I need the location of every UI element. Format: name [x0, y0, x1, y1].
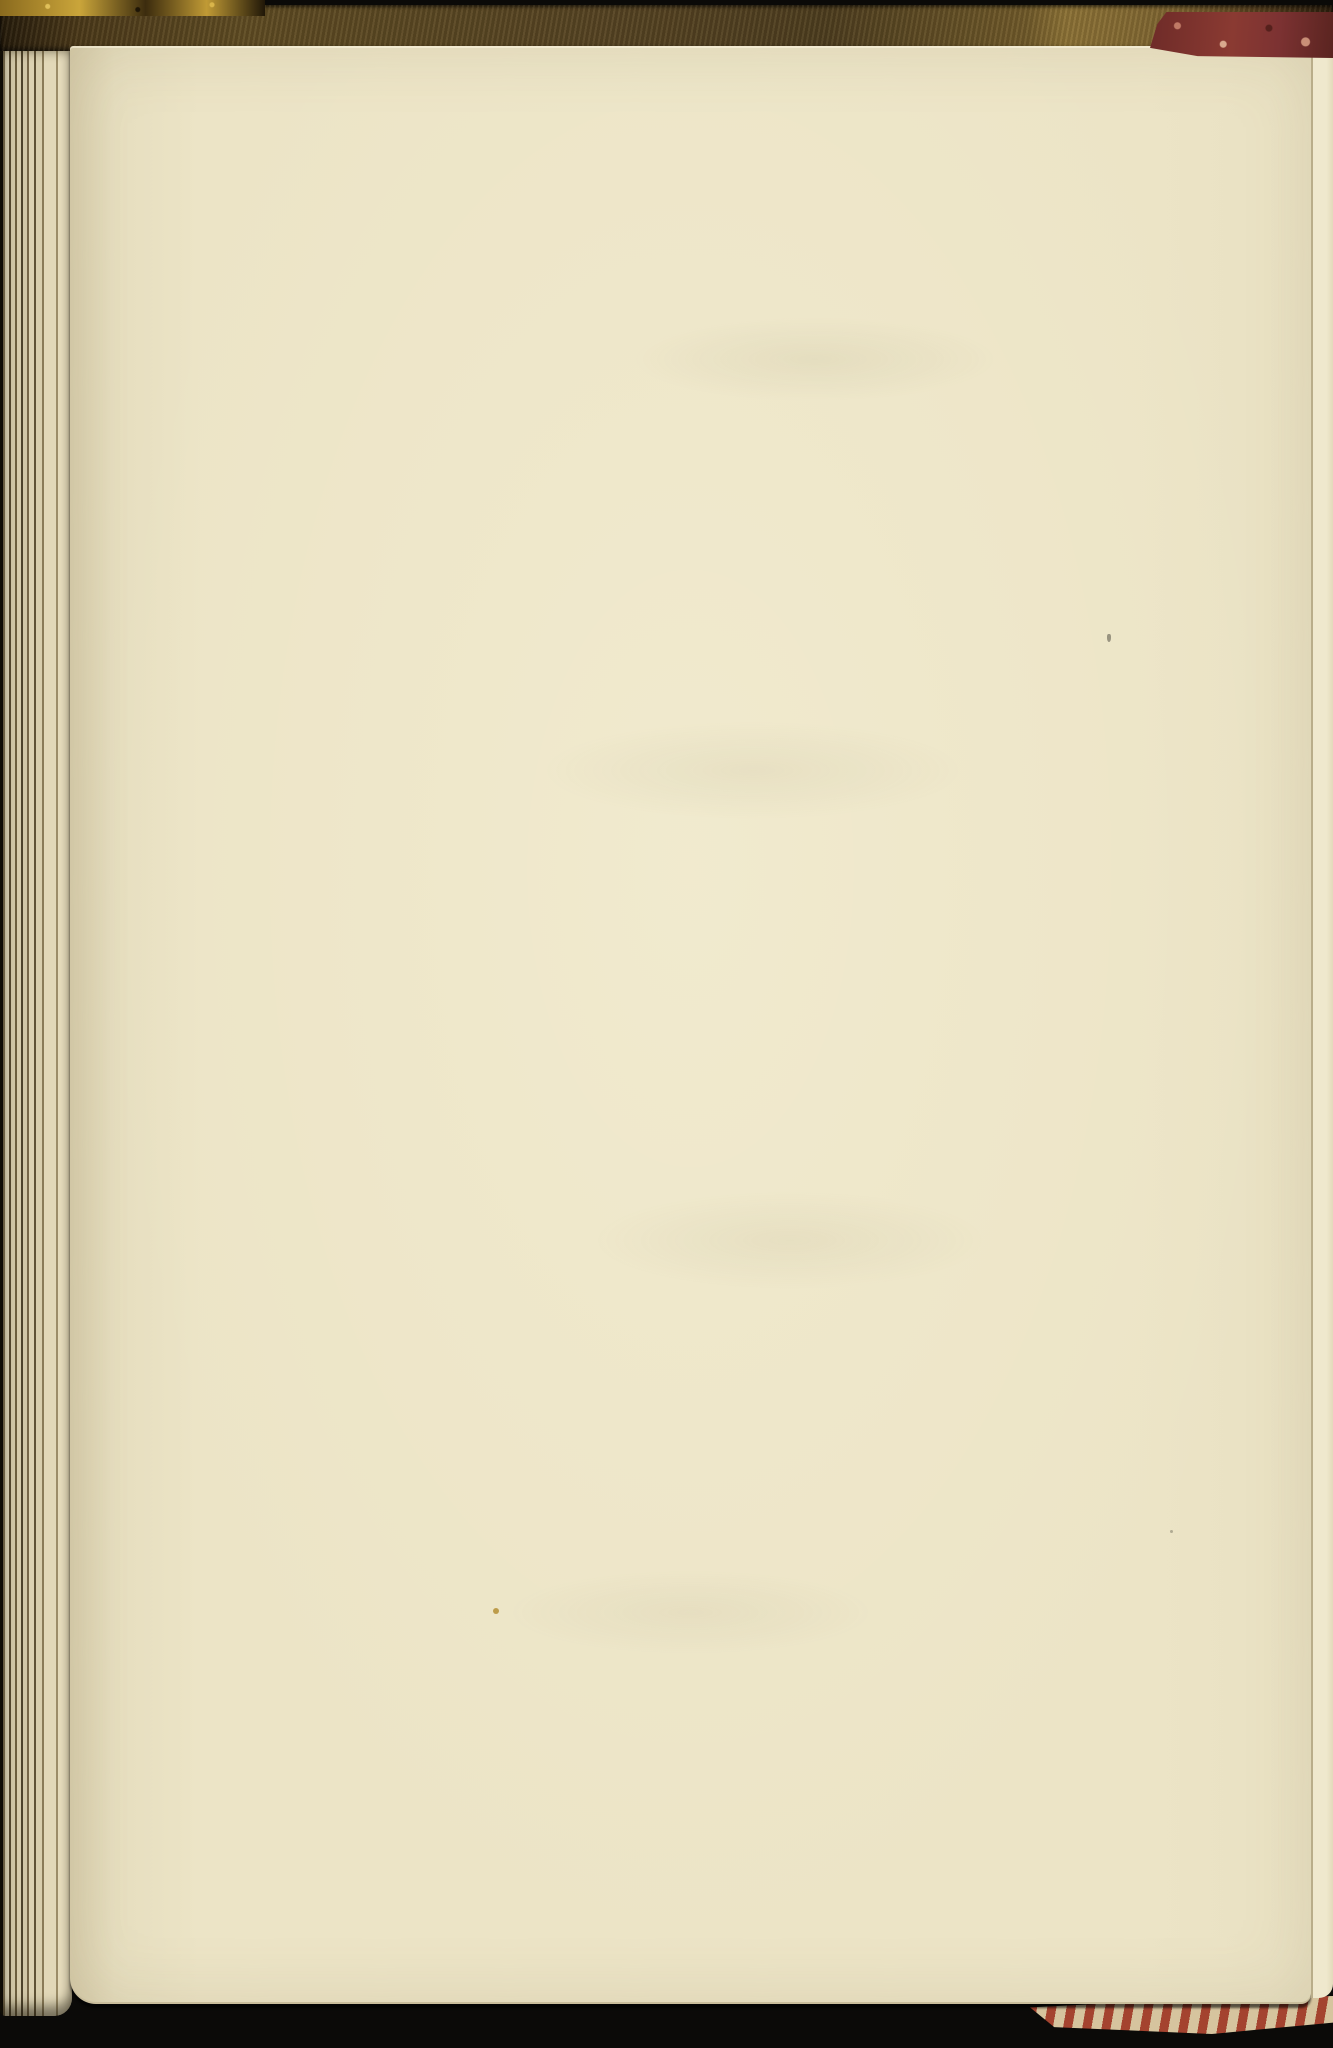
ink-speck [1107, 634, 1111, 642]
ink-speck [1170, 1530, 1173, 1533]
ink-speck [493, 1608, 499, 1614]
marbled-corner-top-left [0, 0, 265, 16]
book-page [70, 46, 1311, 2004]
page-edge-stack-left [0, 44, 72, 2016]
next-page-edge [1311, 50, 1333, 1998]
marbled-corner-top-right [1150, 12, 1333, 58]
